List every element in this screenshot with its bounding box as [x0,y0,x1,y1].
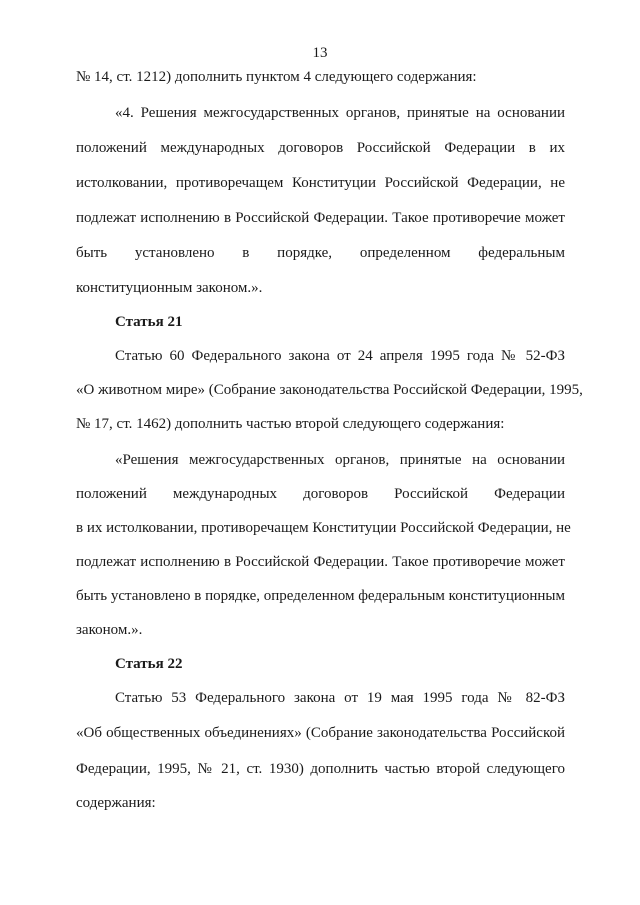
text-line: быть установлено в порядке, определенном федеральным конституционным [76,588,565,604]
text-line: подлежат исполнению в Российской Федерации. Такое противоречие может [76,554,565,570]
text-line: № 14, ст. 1212) дополнить пунктом 4 следующего содержания: [76,69,477,85]
text-line: «4. Решения межгосударственных органов, принятые на основании [115,105,565,121]
text-line: Статью 53 Федерального закона от 19 мая 1995 года № 82-ФЗ [115,690,565,706]
text-line: конституционным законом.». [76,280,263,296]
article-heading: Статья 22 [115,656,183,672]
text-line: подлежат исполнению в Российской Федерации. Такое противоречие может [76,210,565,226]
text-line: «О животном мире» (Собрание законодательства Российской Федерации, 1995, [76,382,583,398]
text-line: Федерации, 1995, № 21, ст. 1930) дополнить частью второй следующего [76,761,565,777]
text-line: Статью 60 Федерального закона от 24 апреля 1995 года № 52-ФЗ [115,348,565,364]
text-line: истолковании, противоречащем Конституции Российской Федерации, не [76,175,565,191]
text-line: законом.». [76,622,143,638]
text-line: положений международных договоров Российской Федерации в их [76,140,565,156]
article-heading: Статья 21 [115,314,183,330]
text-line: № 17, ст. 1462) дополнить частью второй следующего содержания: [76,416,505,432]
text-line: содержания: [76,795,156,811]
text-line: быть установлено в порядке, определенном федеральным [76,245,565,261]
text-line: положений международных договоров Российской Федерации [76,486,565,502]
page-number: 13 [312,45,328,61]
text-line: в их истолковании, противоречащем Конституции Российской Федерации, не [76,520,571,536]
text-line: «Решения межгосударственных органов, принятые на основании [115,452,565,468]
text-line: «Об общественных объединениях» (Собрание законодательства Российской [76,725,565,741]
